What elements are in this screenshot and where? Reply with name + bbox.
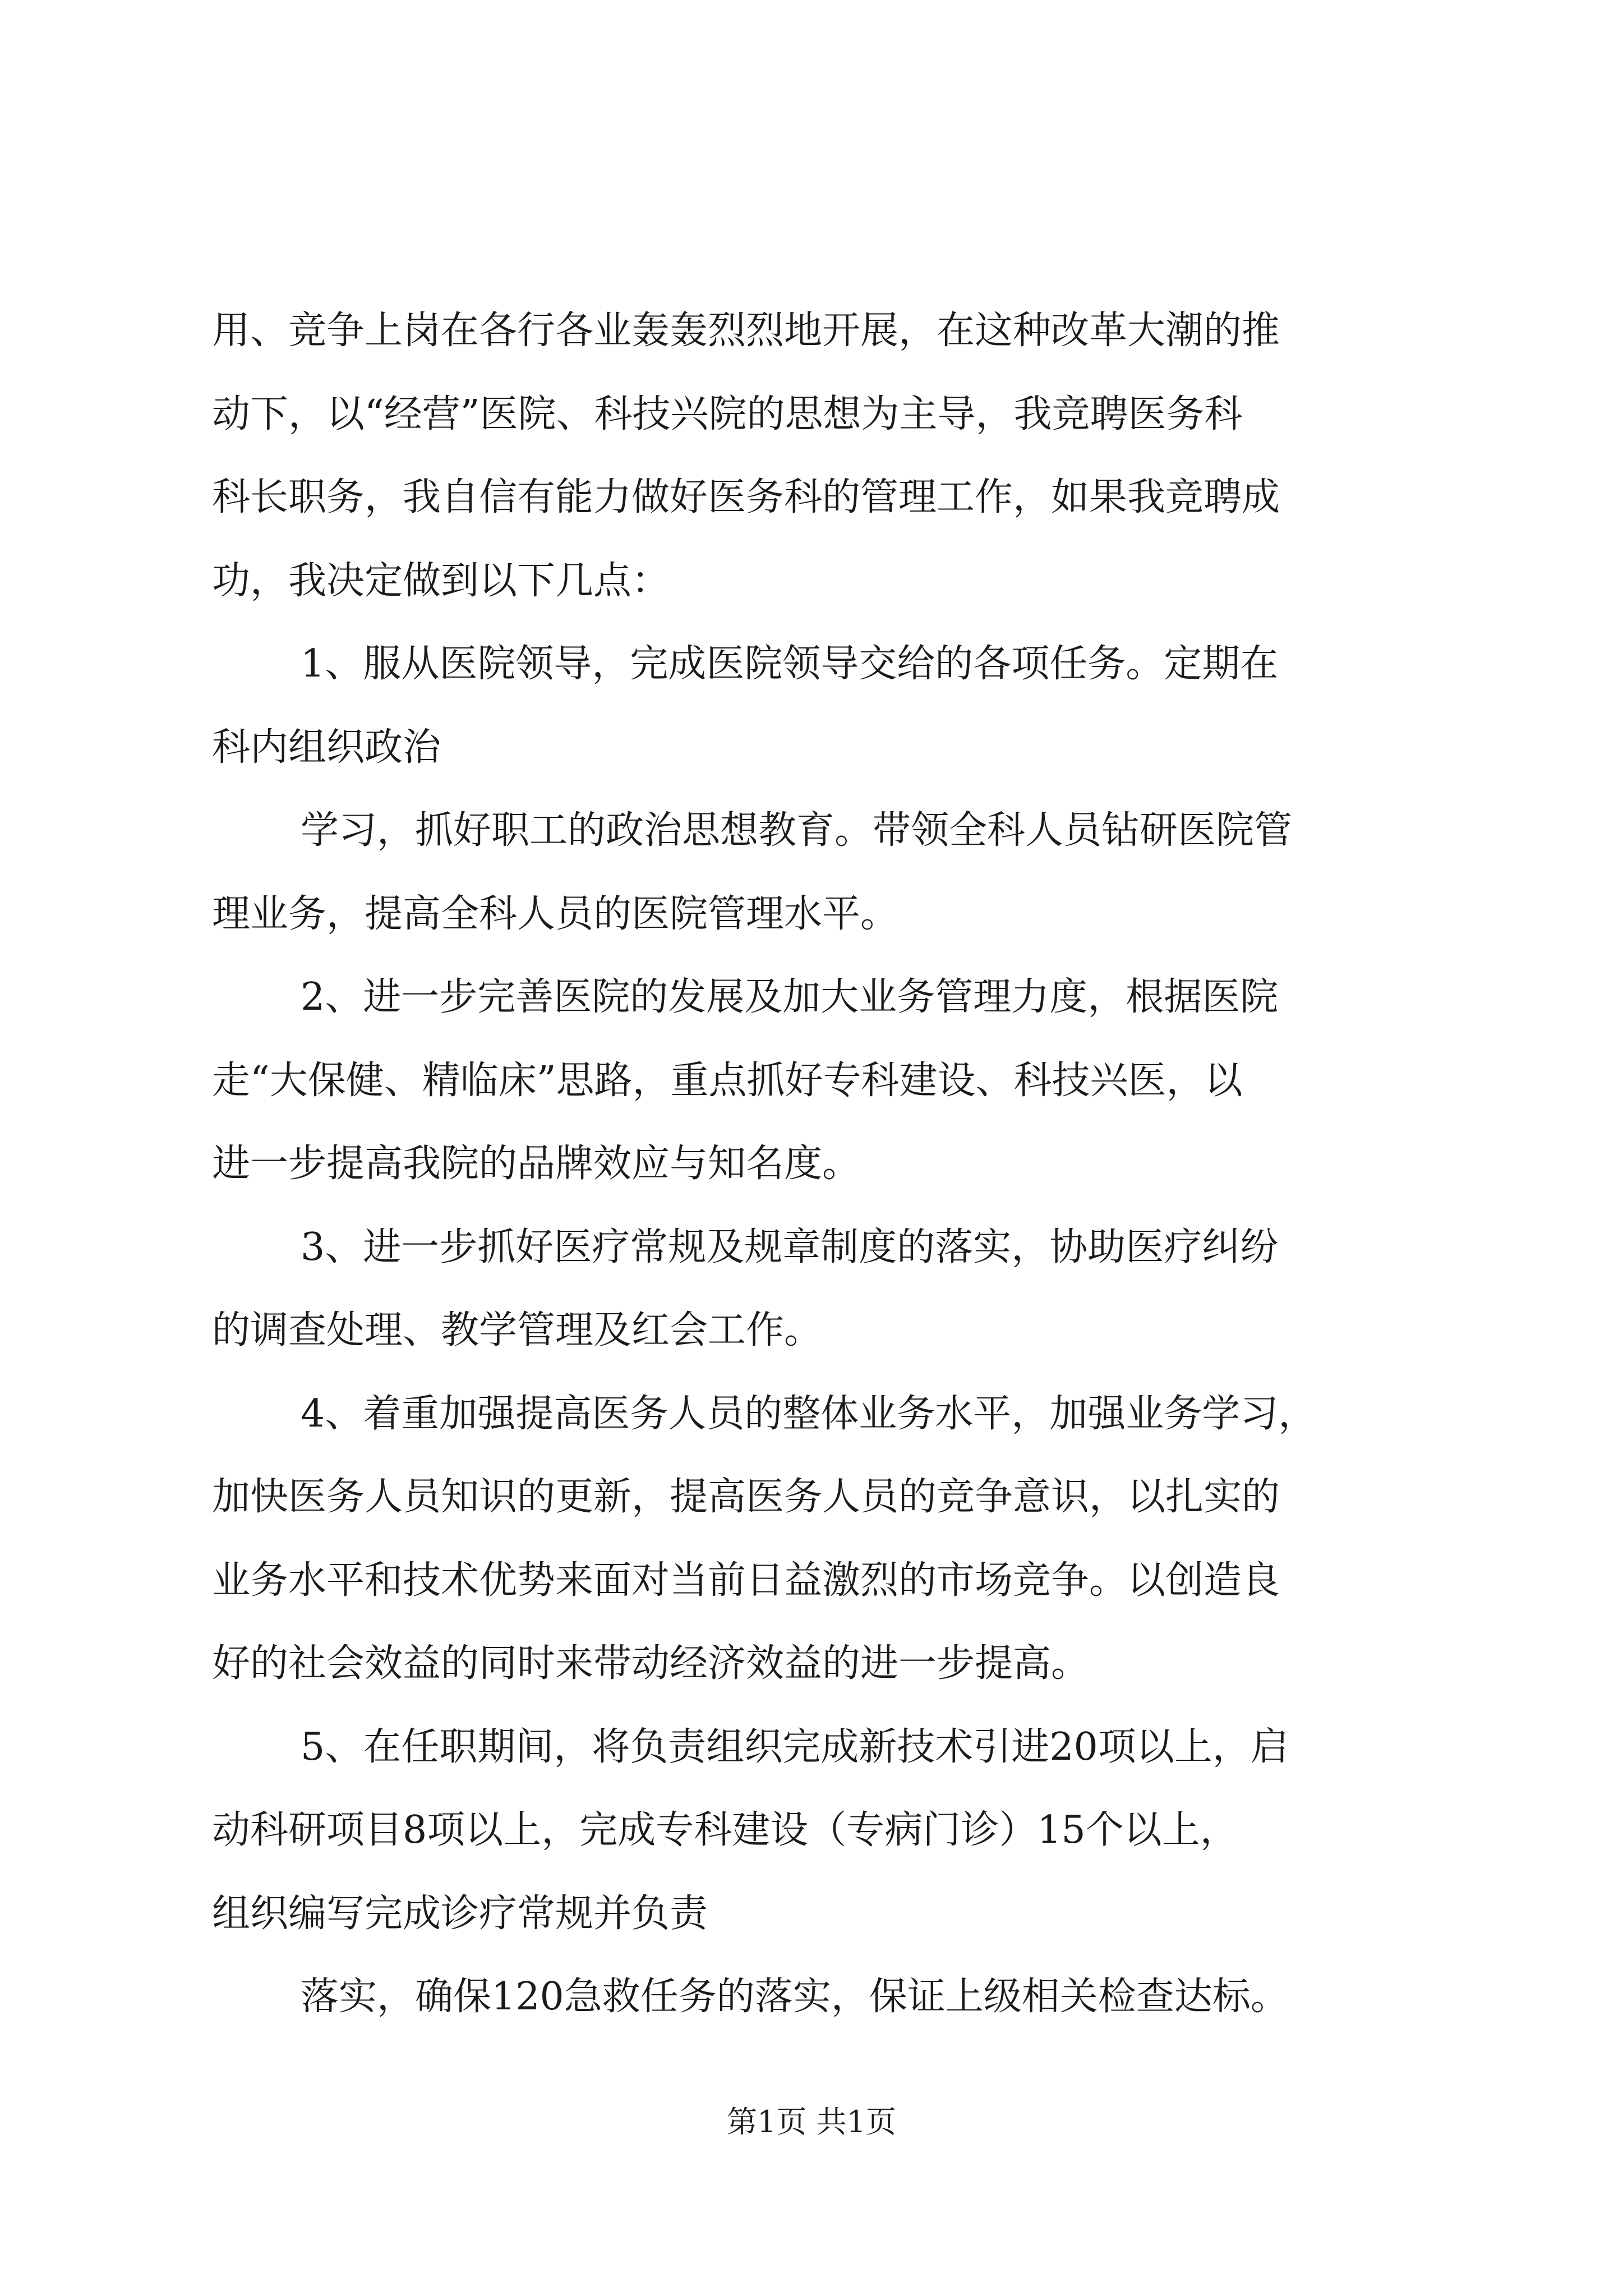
text-line: 走“大保健、精临床”思路，重点抓好专科建设、科技兴医，以 <box>212 1058 1243 1103</box>
text-line: 业务水平和技术优势来面对当前日益激烈的市场竞争。以创造良 <box>212 1558 1280 1603</box>
text-line: 5、在任职期间，将负责组织完成新技术引进20项以上，启 <box>301 1724 1289 1769</box>
text-line: 3、进一步抓好医疗常规及规章制度的落实，协助医疗纠纷 <box>301 1225 1279 1269</box>
text-line: 科内组织政治 <box>212 725 441 770</box>
text-line: 理业务，提高全科人员的医院管理水平。 <box>212 891 899 936</box>
page-number-footer: 第1页 共1页 <box>727 2104 896 2139</box>
text-line: 好的社会效益的同时来带动经济效益的进一步提高。 <box>212 1641 1090 1686</box>
text-line: 动下，以“经营”医院、科技兴院的思想为主导，我竞聘医务科 <box>212 392 1243 436</box>
text-line: 用、竞争上岗在各行各业轰轰烈烈地开展，在这种改革大潮的推 <box>212 309 1280 353</box>
text-line: 组织编写完成诊疗常规并负责 <box>212 1891 708 1936</box>
text-line: 功，我决定做到以下几点： <box>212 558 670 603</box>
text-line: 动科研项目8项以上，完成专科建设（专病门诊）15个以上， <box>212 1808 1238 1852</box>
text-line: 学习，抓好职工的政治思想教育。带领全科人员钻研医院管 <box>301 808 1293 853</box>
text-line: 科长职务，我自信有能力做好医务科的管理工作，如果我竞聘成 <box>212 475 1280 519</box>
text-line: 1、服从医院领导，完成医院领导交给的各项任务。定期在 <box>301 642 1279 686</box>
text-line: 的调查处理、教学管理及红会工作。 <box>212 1308 823 1352</box>
text-line: 4、着重加强提高医务人员的整体业务水平，加强业务学习， <box>301 1391 1317 1436</box>
text-line: 加快医务人员知识的更新，提高医务人员的竞争意识，以扎实的 <box>212 1475 1280 1519</box>
text-line: 进一步提高我院的品牌效应与知名度。 <box>212 1142 861 1186</box>
text-line: 2、进一步完善医院的发展及加大业务管理力度，根据医院 <box>301 975 1279 1019</box>
text-line: 落实，确保120急救任务的落实，保证上级相关检查达标。 <box>301 1975 1289 2019</box>
